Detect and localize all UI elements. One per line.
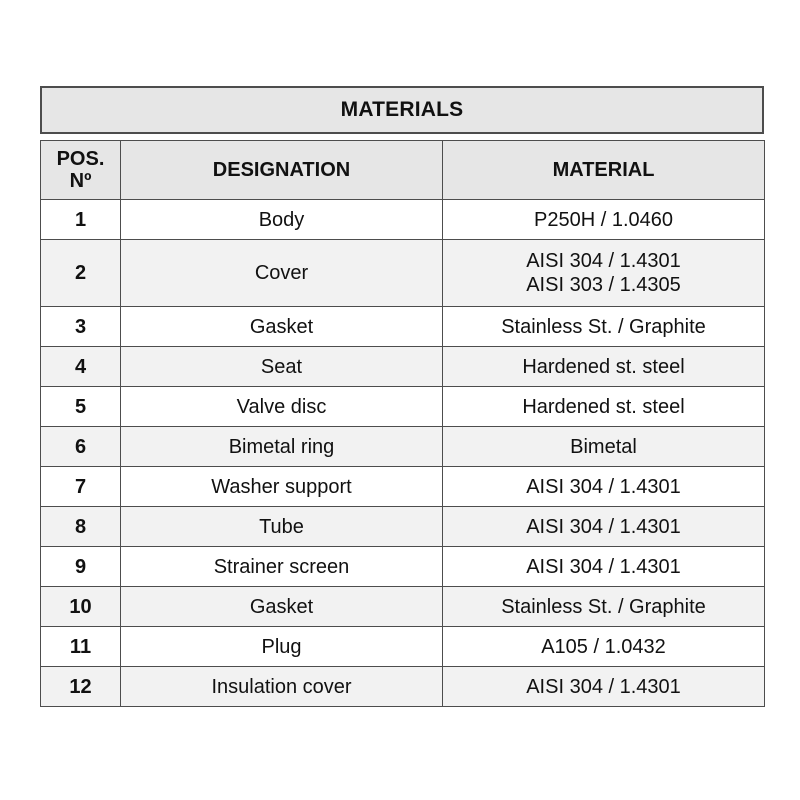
table-row bbox=[41, 667, 765, 707]
cell-pos: 4 bbox=[41, 347, 121, 387]
material-line: A105 / 1.0432 bbox=[541, 635, 666, 658]
material-line: Bimetal bbox=[570, 435, 637, 458]
table-row bbox=[41, 507, 765, 547]
materials-table bbox=[40, 140, 765, 707]
material-line: AISI 304 / 1.4301 bbox=[526, 555, 681, 578]
table-header-row bbox=[41, 141, 765, 200]
cell-designation: Bimetal ring bbox=[121, 427, 443, 467]
cell-material bbox=[443, 200, 765, 240]
cell-material bbox=[443, 307, 765, 347]
material-line: Hardened st. steel bbox=[522, 355, 685, 378]
table-row bbox=[41, 240, 765, 307]
cell-material bbox=[443, 387, 765, 427]
header-pos bbox=[41, 141, 121, 200]
table-row bbox=[41, 200, 765, 240]
table-row bbox=[41, 307, 765, 347]
cell-designation: Gasket bbox=[121, 307, 443, 347]
cell-pos: 2 bbox=[41, 240, 121, 307]
cell-material bbox=[443, 627, 765, 667]
header-pos-line2: Nº bbox=[69, 170, 92, 192]
cell-designation: Seat bbox=[121, 347, 443, 387]
cell-pos: 3 bbox=[41, 307, 121, 347]
cell-designation: Body bbox=[121, 200, 443, 240]
header-material: MATERIAL bbox=[443, 141, 765, 200]
cell-pos: 8 bbox=[41, 507, 121, 547]
cell-pos: 5 bbox=[41, 387, 121, 427]
cell-material bbox=[443, 427, 765, 467]
material-line: AISI 304 / 1.4301 bbox=[526, 515, 681, 538]
material-line: Hardened st. steel bbox=[522, 395, 685, 418]
table-row bbox=[41, 547, 765, 587]
material-line: AISI 304 / 1.4301 bbox=[526, 675, 681, 698]
table-row bbox=[41, 587, 765, 627]
cell-material bbox=[443, 467, 765, 507]
cell-designation: Valve disc bbox=[121, 387, 443, 427]
cell-pos: 10 bbox=[41, 587, 121, 627]
cell-designation: Gasket bbox=[121, 587, 443, 627]
table-body bbox=[41, 200, 765, 707]
material-line: Stainless St. / Graphite bbox=[501, 315, 706, 338]
cell-designation: Insulation cover bbox=[121, 667, 443, 707]
cell-designation: Strainer screen bbox=[121, 547, 443, 587]
header-pos-line1: POS. bbox=[56, 148, 105, 170]
header-designation: DESIGNATION bbox=[121, 141, 443, 200]
material-line: AISI 304 / 1.4301 bbox=[526, 475, 681, 498]
cell-material bbox=[443, 240, 765, 307]
table-row bbox=[41, 347, 765, 387]
cell-pos: 1 bbox=[41, 200, 121, 240]
cell-pos: 9 bbox=[41, 547, 121, 587]
cell-material bbox=[443, 547, 765, 587]
cell-designation: Cover bbox=[121, 240, 443, 307]
cell-material bbox=[443, 507, 765, 547]
table-row bbox=[41, 387, 765, 427]
cell-pos: 6 bbox=[41, 427, 121, 467]
material-line: AISI 303 / 1.4305 bbox=[526, 274, 681, 296]
table-row bbox=[41, 427, 765, 467]
cell-material bbox=[443, 347, 765, 387]
cell-designation: Washer support bbox=[121, 467, 443, 507]
table-title: MATERIALS bbox=[40, 86, 764, 134]
material-line: Stainless St. / Graphite bbox=[501, 595, 706, 618]
material-line: P250H / 1.0460 bbox=[534, 208, 673, 231]
cell-designation: Plug bbox=[121, 627, 443, 667]
table-row bbox=[41, 627, 765, 667]
cell-pos: 12 bbox=[41, 667, 121, 707]
cell-material bbox=[443, 667, 765, 707]
cell-designation: Tube bbox=[121, 507, 443, 547]
cell-material bbox=[443, 587, 765, 627]
cell-pos: 7 bbox=[41, 467, 121, 507]
table-row bbox=[41, 467, 765, 507]
cell-pos: 11 bbox=[41, 627, 121, 667]
material-line: AISI 304 / 1.4301 bbox=[526, 250, 681, 272]
